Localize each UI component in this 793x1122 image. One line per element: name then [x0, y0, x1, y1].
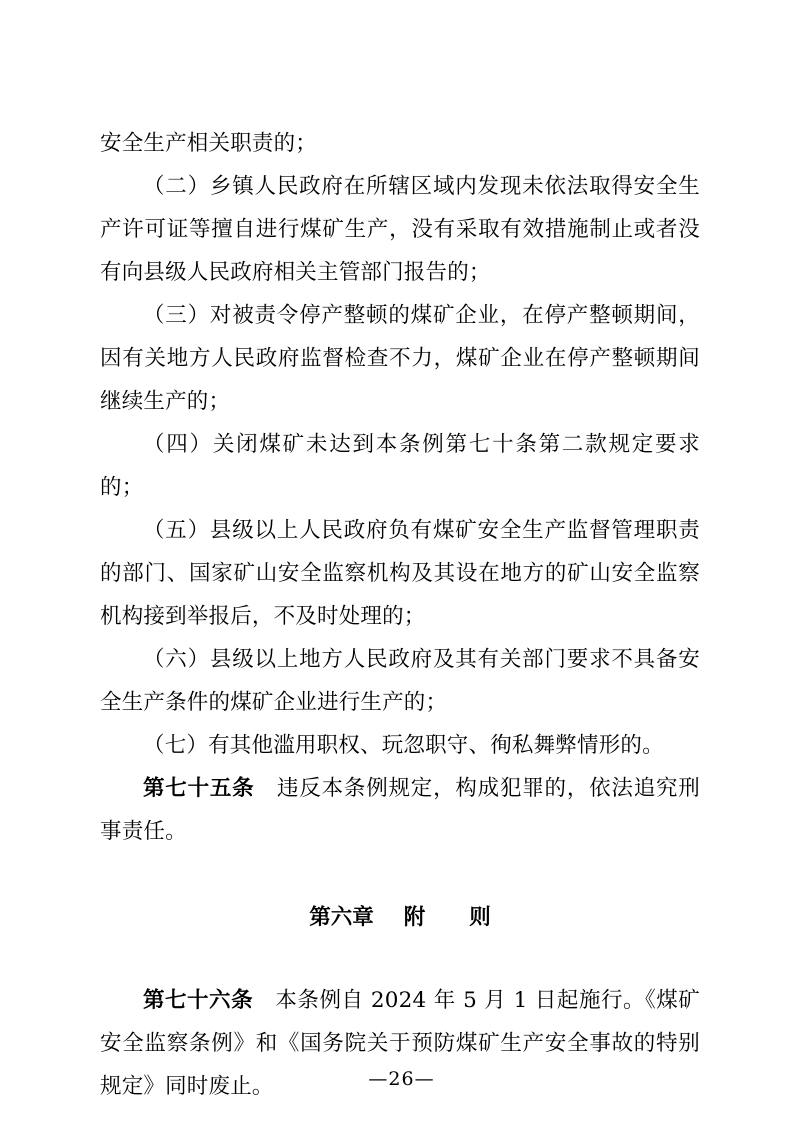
- spacer-before-chapter: [100, 853, 700, 896]
- list-item-3: （三）对被责令停产整顿的煤矿企业，在停产整顿期间，因有关地方人民政府监督检查不力，煤矿企业在停产整顿期间继续生产的；: [100, 303, 700, 414]
- chapter-heading: [100, 896, 700, 939]
- list-item-4: （四）关闭煤矿未达到本条例第七十条第二款规定要求的；: [100, 432, 700, 500]
- article-76-text: 本条例自 2024 年 5 月 1 日起施行。《煤矿安全监察条例》和《国务院关于预防煤矿生产安全事故的特别规定》同时废止。: [100, 988, 700, 1099]
- page-footer: [0, 1068, 793, 1090]
- list-item-6: （六）县级以上地方人民政府及其有关部门要求不具备安全生产条件的煤矿企业进行生产的；: [100, 647, 700, 715]
- article-75-text: 违反本条例规定，构成犯罪的，依法追究刑事责任。: [100, 776, 700, 844]
- paragraph-continued: 安全生产相关职责的；: [100, 131, 318, 156]
- list-item-5: （五）县级以上人民政府负有煤矿安全生产监督管理职责的部门、国家矿山安全监察机构及其设在地方的矿山安全监察机构接到举报后，不及时处理的；: [100, 518, 700, 629]
- article-75-label: 第七十五条: [143, 776, 255, 801]
- list-item-7: （七）有其他滥用职权、玩忽职守、徇私舞弊情形的。: [143, 733, 664, 758]
- spacer-after-chapter: [100, 939, 700, 979]
- chapter-title-part1: 附: [403, 905, 426, 930]
- article-75: [100, 767, 700, 853]
- article-76-label: 第七十六条: [143, 988, 254, 1013]
- document-body: [100, 122, 700, 1108]
- page-number: —26—: [368, 1068, 435, 1090]
- list-item-2: （二）乡镇人民政府在所辖区域内发现未依法取得安全生产许可证等擅自进行煤矿生产，没有采取有效措施制止或者没有向县级人民政府相关主管部门报告的；: [100, 174, 700, 285]
- chapter-number: 第六章: [309, 905, 374, 930]
- chapter-title-part2: 则: [469, 905, 491, 930]
